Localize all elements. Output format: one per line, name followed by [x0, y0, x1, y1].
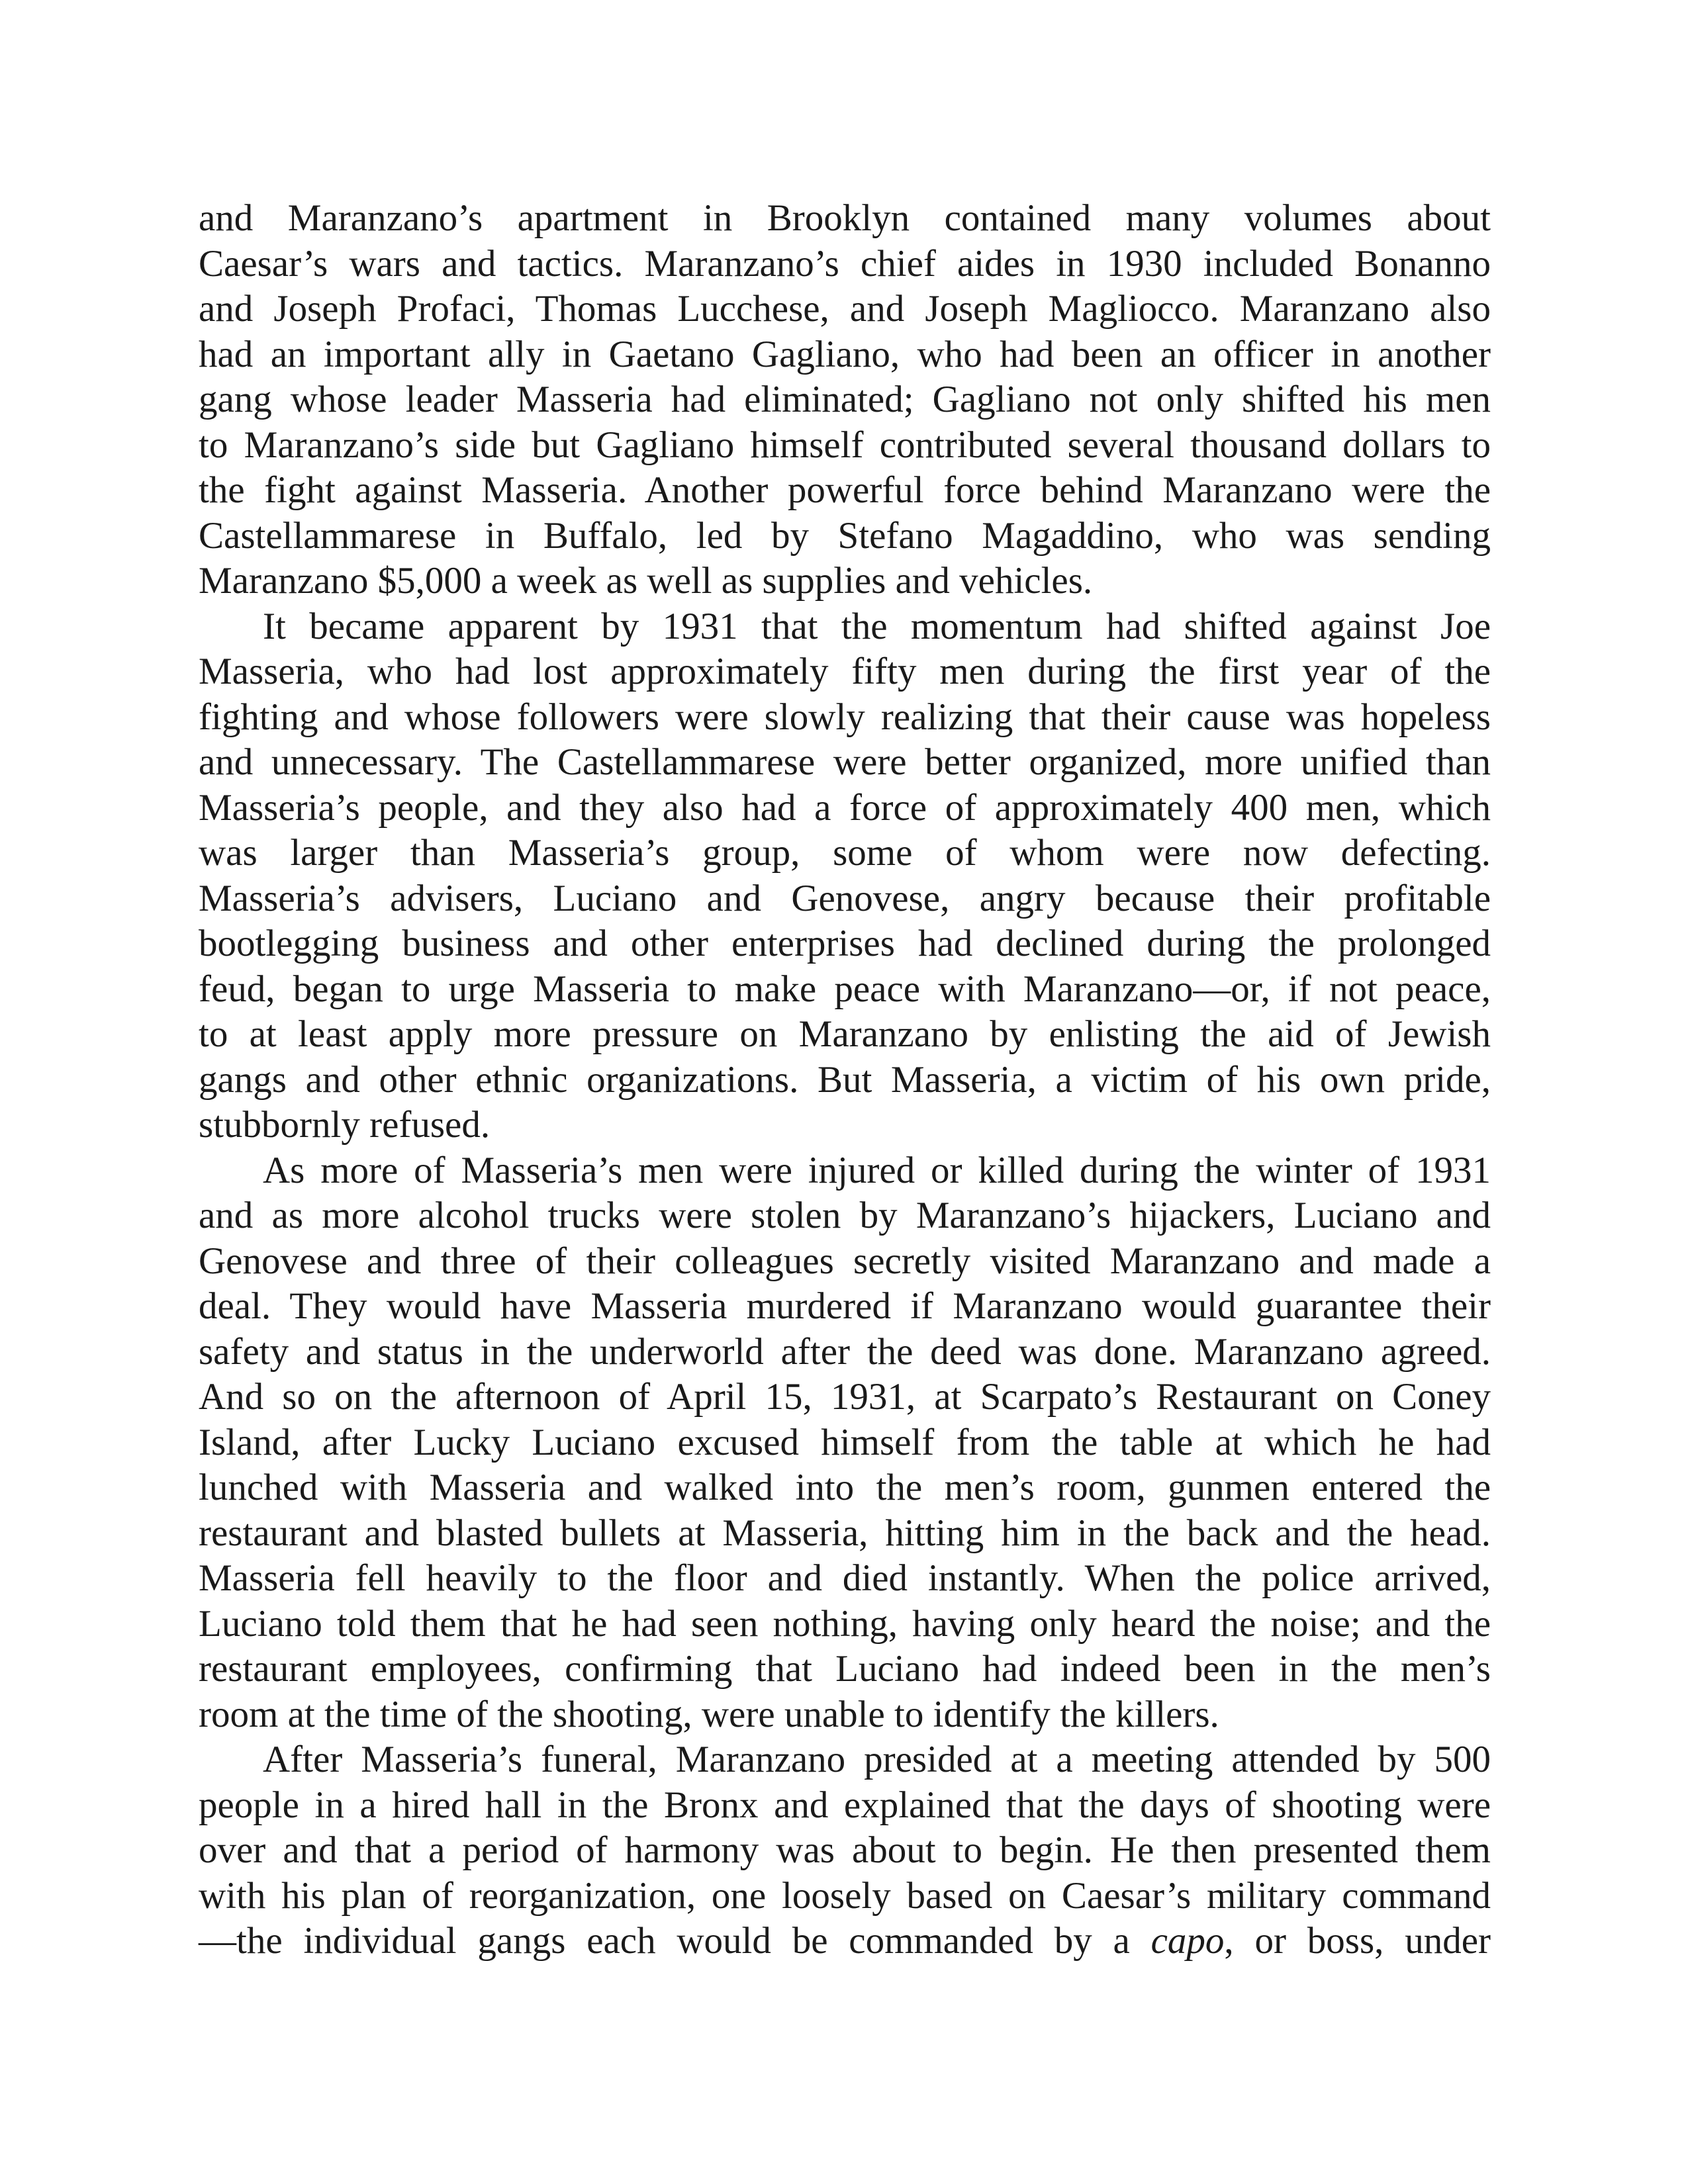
paragraph-2: [199, 604, 1491, 1148]
body-text: [199, 196, 1491, 1964]
text-line: Castellammarese in Buffalo, led by Stefano Magaddino, who was sending: [199, 514, 1491, 557]
text-line: Caesar’s wars and tactics. Maranzano’s chief aides in 1930 included Bonanno: [199, 242, 1491, 285]
text-line: restaurant employees, confirming that Luciano had indeed been in the men’s: [199, 1648, 1491, 1690]
text-line: stubbornly refused.: [199, 1104, 491, 1146]
text-line: feud, began to urge Masseria to make peace with Maranzano—or, if not peace,: [199, 968, 1491, 1010]
paragraph-4: [199, 1737, 1491, 1964]
text-line: restaurant and blasted bullets at Masseria, hitting him in the back and the head.: [199, 1512, 1491, 1554]
text-line: safety and status in the underworld after the deed was done. Maranzano agreed.: [199, 1330, 1491, 1373]
text-line: Masseria’s people, and they also had a force of approximately 400 men, which: [199, 786, 1491, 829]
text-line: It became apparent by 1931 that the momentum had shifted against Joe: [263, 605, 1491, 647]
text-line: Masseria, who had lost approximately fifty men during the first year of the: [199, 651, 1491, 692]
text-line: had an important ally in Gaetano Gagliano, who had been an officer in another: [199, 333, 1491, 375]
text-line: the fight against Masseria. Another powerful force behind Maranzano were the: [199, 469, 1491, 511]
text-line: As more of Masseria’s men were injured or killed during the winter of 1931: [263, 1149, 1491, 1191]
text-line: with his plan of reorganization, one loosely based on Caesar’s military command: [199, 1874, 1491, 1917]
text-line: to at least apply more pressure on Maranzano by enlisting the aid of Jewish: [199, 1013, 1491, 1055]
text-line-final: [199, 1919, 1491, 1964]
text-run: —the individual gangs each would be commanded by a: [199, 1920, 1151, 1962]
italic-term: capo: [1150, 1920, 1225, 1962]
text-line: Masseria fell heavily to the floor and died instantly. When the police arrived,: [199, 1557, 1491, 1599]
text-line: And so on the afternoon of April 15, 1931, at Scarpato’s Restaurant on Coney: [199, 1376, 1491, 1418]
text-line: over and that a period of harmony was about to begin. He then presented them: [199, 1829, 1491, 1871]
text-line: and as more alcohol trucks were stolen by Maranzano’s hijackers, Luciano and: [199, 1195, 1491, 1236]
text-line: Maranzano $5,000 a week as well as supplies and vehicles.: [199, 560, 1093, 602]
text-line: and unnecessary. The Castellammarese were better organized, more unified than: [199, 741, 1491, 783]
text-line: Island, after Lucky Luciano excused himself from the table at which he had: [199, 1421, 1491, 1463]
paragraph-1: [199, 196, 1491, 604]
text-line: After Masseria’s funeral, Maranzano presided at a meeting attended by 500: [263, 1739, 1491, 1780]
text-line: deal. They would have Masseria murdered if Maranzano would guarantee their: [199, 1285, 1491, 1327]
text-line: to Maranzano’s side but Gagliano himself contributed several thousand dollars to: [199, 424, 1491, 466]
text-line: gangs and other ethnic organizations. But Masseria, a victim of his own pride,: [199, 1058, 1491, 1101]
paragraph-3: [199, 1148, 1491, 1738]
text-line: fighting and whose followers were slowly realizing that their cause was hopeless: [199, 696, 1491, 738]
text-line: and Maranzano’s apartment in Brooklyn contained many volumes about: [199, 197, 1491, 239]
text-run: , or boss, under: [1224, 1920, 1491, 1962]
text-line: bootlegging business and other enterprises had declined during the prolonged: [199, 923, 1491, 964]
text-line: was larger than Masseria’s group, some of whom were now defecting.: [199, 832, 1491, 874]
text-line: gang whose leader Masseria had eliminated; Gagliano not only shifted his men: [199, 379, 1491, 420]
text-line: Masseria’s advisers, Luciano and Genovese, angry because their profitable: [199, 877, 1491, 919]
text-line: lunched with Masseria and walked into the men’s room, gunmen entered the: [199, 1467, 1491, 1508]
text-line: Luciano told them that he had seen nothing, having only heard the noise; and the: [199, 1602, 1491, 1645]
text-line: and Joseph Profaci, Thomas Lucchese, and Joseph Magliocco. Maranzano also: [199, 288, 1491, 330]
text-line: people in a hired hall in the Bronx and explained that the days of shooting were: [199, 1784, 1491, 1826]
text-line: room at the time of the shooting, were unable to identify the killers.: [199, 1693, 1219, 1735]
text-line: Genovese and three of their colleagues secretly visited Maranzano and made a: [199, 1240, 1491, 1282]
